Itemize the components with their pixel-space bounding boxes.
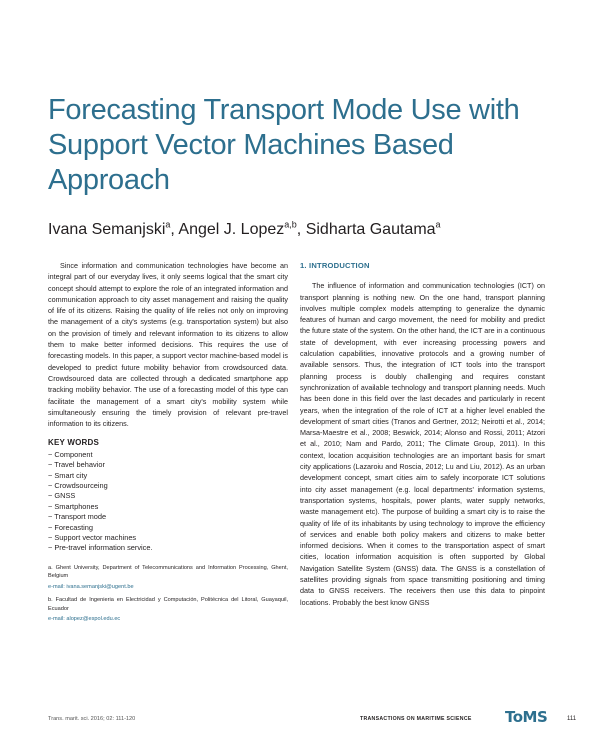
author-affiliation-marker: a bbox=[435, 219, 441, 230]
right-column bbox=[300, 260, 545, 608]
keyword-item: ~ Forecasting bbox=[48, 523, 288, 533]
affiliation-a-email[interactable]: e-mail: ivana.semanjski@ugent.be bbox=[48, 583, 134, 590]
author-separator: , bbox=[170, 221, 179, 238]
affiliation-b-email[interactable]: e-mail: alopez@espol.edu.ec bbox=[48, 615, 121, 622]
citation-footer: Trans. marit. sci. 2016; 02: 111-120 bbox=[48, 716, 136, 722]
author-list bbox=[48, 220, 578, 240]
keyword-item: ~ Support vector machines bbox=[48, 533, 288, 543]
journal-name: TRANSACTIONS ON MARITIME SCIENCE bbox=[360, 716, 472, 722]
affiliations bbox=[48, 564, 288, 624]
abstract: Since information and communication technologies have become an integral part of our everyday lives, it only seems logical that the smart city concept should attempt to explore the role of an integrated information and communication approach to city asset management and raising the quality of life of its citizens. Raising the quality of life relies not only on improving the management of a city's systems (e.g. transportation system) but also on the provision of timely and relevant information to its citizens to allow them to make better informed decisions. This requires the use of forecasting models. In this paper, a support vector machine-based model is developed to predict future mobility behavior from crowdsourced data. Crowdsourced data are collected through a dedicated smartphone app tracking mobility behavior. The use of a forecasting model of this type can facilitate the management of a smart city's mobility system while simultaneously ensuring the timely provision of relevant pre-travel information to its citizens. bbox=[48, 261, 288, 429]
author-name: Angel J. Lopez bbox=[178, 221, 285, 238]
keyword-item: ~ Transport mode bbox=[48, 512, 288, 522]
author-name: Ivana Semanjski bbox=[48, 221, 166, 238]
author-separator: , bbox=[296, 221, 306, 238]
introduction-text: The influence of information and communication technologies (ICT) on transport planning is nothing new. On the one hand, transport planning involves multiple complex models attempting to generalize the dynamic features of human and cargo movement, the need for mobility and predict the future state of the system. On the other hand, the ICT are in a continuous state of development, with ever increasing processing powers and calculation capabilities, innovative protocols and a growing number of available sensors. Thus, the integration of ICT tools into the transport planning process is doubly challenging and requires constant synchronization of available technology and transport planning needs. Much has been done in this field over the last decades and particularly in recent years, when the integration of the role of ICT at a higher level enabled the development of smart cities (Tranos and Gertner, 2012; Neirotti et al., 2014; Marsa-Maestre et al., 2008; Beswick, 2014; Alonso and Rossi, 2011; Atzori et al., 2010; Nam and Pardo, 2011; The Climate Group, 2011). In this context, location acquisition technologies are an important basis for smart city applications (Lazaroiu and Roscia, 2012; Lu and Liu, 2012). As an urban development concept, smart cities aim to safely incorporate ICT solutions into city asset management (e.g. local departments' information systems, transportation systems, hospitals, power plants, water supply networks, waste management etc). The purpose of building a smart city is to raise the quality of life of its inhabitants by using technology to improve the efficiency of services and enable both policy makers and citizens to make better informed decisions. When it comes to the transportation aspect of smart cities, location information acquisition is often supported by Global Navigation Satellite System (GNSS) data. The GNSS is a constellation of satellites providing signals from space transmitting positioning and timing data to GNSS receivers. The receivers then use this data to pinpoint locations. Probably the best know GNSS bbox=[300, 281, 545, 607]
journal-logo: ToMS bbox=[505, 708, 548, 726]
affiliation-a: a. Ghent University, Department of Telecommunications and Information Processing, Ghent, Belgium bbox=[48, 564, 288, 580]
left-column bbox=[48, 260, 288, 628]
keyword-item: ~ Crowdsourceing bbox=[48, 481, 288, 491]
author-name: Sidharta Gautama bbox=[305, 221, 436, 238]
keyword-item: ~ Pre-travel information service. bbox=[48, 543, 288, 553]
affiliation-b: b. Facultad de Ingenieria en Electricidad y Computación, Politécnica del Litoral, Guayaquil, Ecuador bbox=[48, 597, 288, 612]
keyword-item: ~ GNSS bbox=[48, 491, 288, 501]
keyword-item: ~ Travel behavior bbox=[48, 460, 288, 470]
keyword-item: ~ Component bbox=[48, 450, 288, 460]
keywords-list bbox=[48, 450, 288, 554]
keywords-heading: KEY WORDS bbox=[48, 438, 99, 448]
section-heading: 1. INTRODUCTION bbox=[300, 261, 370, 270]
keyword-item: ~ Smartphones bbox=[48, 502, 288, 512]
paper-title: Forecasting Transport Mode Use with Support Vector Machines Based Approach bbox=[48, 94, 520, 196]
author-affiliation-marker: a,b bbox=[284, 219, 297, 230]
page-number: 111 bbox=[567, 716, 577, 722]
author-affiliation-marker: a bbox=[165, 219, 171, 230]
keyword-item: ~ Smart city bbox=[48, 471, 288, 481]
